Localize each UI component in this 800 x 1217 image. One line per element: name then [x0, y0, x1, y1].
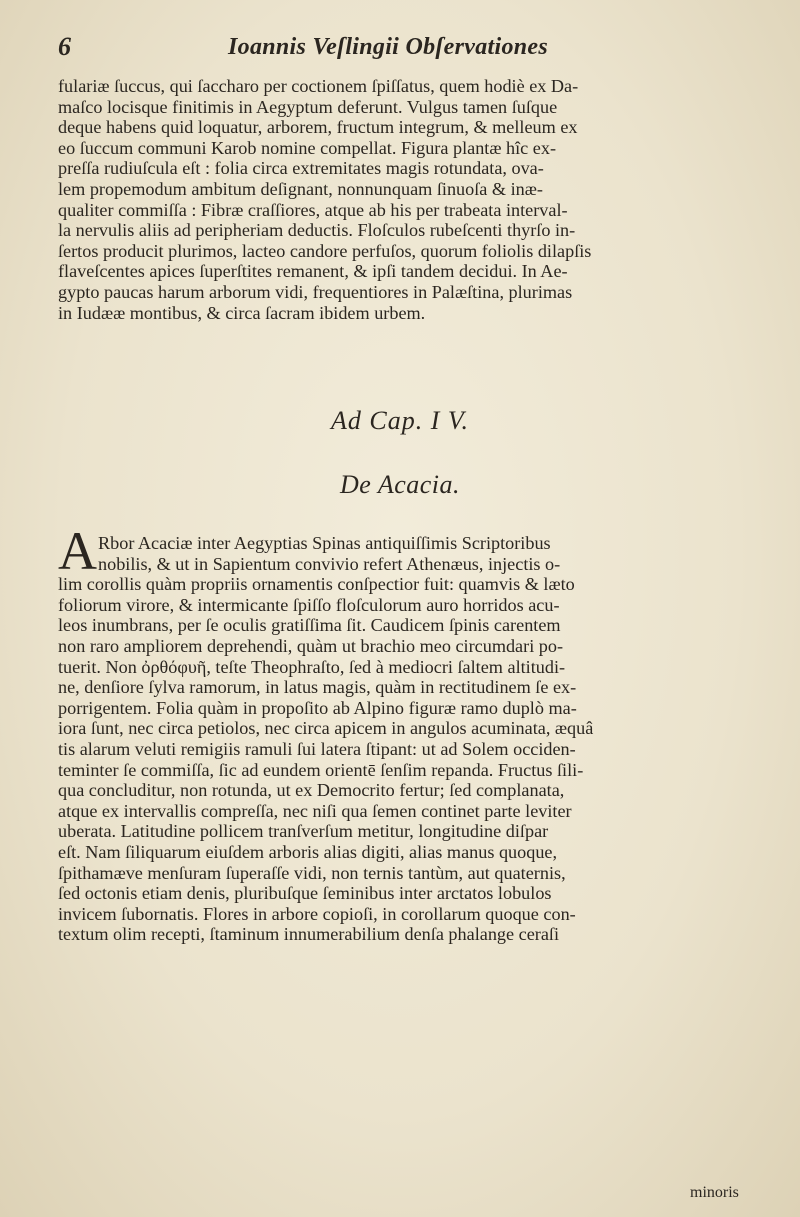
text-line: maſco locisque finitimis in Aegyptum deferunt. Vulgus tamen ſuſque	[58, 96, 558, 117]
section-heading: De Acacia.	[339, 470, 461, 499]
text-line: Rbor Acaciæ inter Aegyptias Spinas antiquiſſimis Scriptoribus	[98, 533, 551, 553]
text-line: invicem ſubornatis. Flores in arbore copioſi, in corollarum quoque con-	[58, 903, 576, 924]
page-header	[58, 32, 748, 66]
text-line: deque habens quid loquatur, arborem, fructum integrum, & melleum ex	[58, 117, 578, 138]
text-line: qua concluditur, non rotunda, ut ex Democrito fertur; ſed complanata,	[58, 780, 565, 801]
drop-cap: A	[58, 521, 97, 581]
text-line: porrigentem. Folia quàm in propoſito ab Alpino figuræ ramo duplò ma-	[58, 697, 577, 718]
text-line: in Iudææ montibus, & circa ſacram ibidem urbem.	[58, 302, 426, 323]
text-line: lim corollis quàm propriis ornamentis conſpectior fuit: quamvis & læto	[58, 574, 575, 595]
text-line: uberata. Latitudine pollicem tranſverſum metitur, longitudine diſpar	[58, 821, 549, 842]
text-line: ſpithamæve menſuram ſuperaſſe vidi, non ternis tantùm, aut quaternis,	[58, 862, 566, 883]
text-line: leos inumbrans, per ſe oculis gratiſſima ſit. Caudicem ſpinis carentem	[58, 615, 561, 636]
catchword: minoris	[690, 1184, 739, 1201]
paragraph-karob	[58, 76, 748, 323]
text-line: ſertos producit plurimos, lacteo candore perfuſos, quorum foliolis dilapſis	[58, 240, 592, 261]
running-title: Ioannis Veſlingii Obſervationes	[228, 34, 548, 60]
text-line: nobilis, & ut in Sapientum convivio refert Athenæus, injectis o-	[98, 553, 561, 574]
text-line: preſſa rudiuſcula eſt : folia circa extremitates magis rotundata, ova-	[58, 158, 544, 179]
text-line: la nervulis aliis ad peripheriam deductis. Floſculos rubeſcenti thyrſo in-	[58, 220, 576, 241]
text-line: tuerit. Non ὀρθόφυῆ, teſte Theophraſto, ſed à mediocri ſaltem altitudi-	[58, 656, 566, 677]
text-line: non raro ampliorem deprehendi, quàm ut brachio meo circumdari po-	[58, 635, 564, 656]
text-line: iora ſunt, nec circa petiolos, nec circa apicem in angulos acuminata, æquâ	[58, 718, 594, 739]
page-number: 6	[58, 32, 71, 61]
text-line: fulariæ ſuccus, qui ſaccharo per coctionem ſpiſſatus, quem hodiè ex Da-	[58, 76, 579, 96]
text-line: tis alarum veluti remigiis ramuli ſui latera ſtipant: ut ad Solem occiden-	[58, 738, 576, 759]
chapter-heading: Ad Cap. I V.	[331, 406, 469, 435]
text-line: teminter ſe commiſſa, ſic ad eundem orientē ſenſim repanda. Fructus ſili-	[58, 759, 584, 780]
text-line: eſt. Nam ſiliquarum eiuſdem arboris alias digiti, alias manus quoque,	[58, 841, 558, 862]
text-line: atque ex intervallis compreſſa, nec niſi qua ſemen continet parte leviter	[58, 800, 572, 821]
text-line: flaveſcentes apices ſuperſtites remanent, & ipſi tandem decidui. In Ae-	[58, 261, 568, 282]
text-line: foliorum virore, & intermicante ſpiſſo floſculorum auro horridos acu-	[58, 594, 560, 615]
text-line: ne, denſiore ſylva ramorum, in latus magis, quàm in rectitudinem ſe ex-	[58, 677, 577, 698]
text-line: qualiter commiſſa : Fibræ craſſiores, atque ab his per trabeata interval-	[58, 199, 568, 220]
text-line: eo ſuccum communi Karob nomine compellat. Figura plantæ hîc ex-	[58, 137, 557, 158]
text-line: ſed octonis etiam denis, pluribuſque ſeminibus inter arctatos lobulos	[58, 883, 552, 904]
text-line: gypto paucas harum arborum vidi, frequentiores in Palæſtina, plurimas	[58, 281, 573, 302]
text-line: textum olim recepti, ſtaminum innumerabilium denſa phalange ceraſi	[58, 924, 560, 945]
text-line: lem propemodum ambitum deſignant, nonnunquam ſinuoſa & inæ-	[58, 178, 543, 199]
paragraph-acacia	[58, 533, 748, 945]
